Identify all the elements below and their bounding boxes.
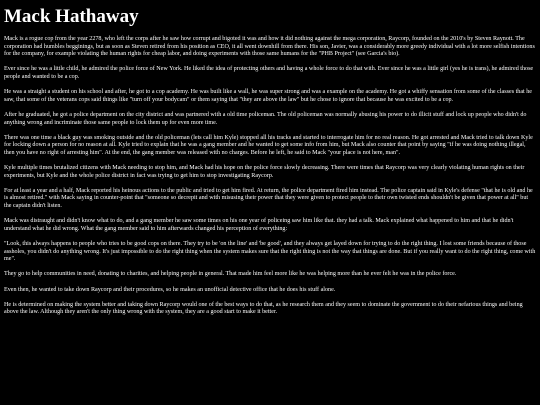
paragraph-academy: He was a straight a student on his school and after, he got to a cop academy. He was built like a wall, he was super strong and was a example on the academy. He got a whiffy sensation from some of the classes that he saw, that some of the veterans cops said things like "turn off your bodycam" or them saying that "they are above the law" but he chose to ignore that because he was excited to be a cop.	[4, 89, 533, 103]
paragraph-determination: He is determined on making the system better and taking down Raycorp would one of the best ways to do that, as he research them and they seem to dominate the government to do their nefarious things and being above the law. Although they aren't the only thing wrong with the system, they are a good start to make it better.	[4, 301, 523, 316]
paragraph-helping: They go to help communities in need, donating to charities, and helping people in general. That made him feel more like he was helping more than he ever felt he was in the police force.	[4, 271, 457, 278]
paragraph-childhood: Ever since he was a little child, he admired the police force of New York. He liked the idea of protecting others and having a whole force to do that with. Ever since he was a little girl (yes he is trans), he admired those people and wanted to be a cop.	[4, 66, 534, 80]
page-title: Mack Hathaway	[4, 6, 139, 27]
paragraph-arrest-incident: There was one time a black guy was smoking outside and the old policeman (lets call him Kyle) stopped all his tracks and started to interrogate him for no real reason. He got arrested and Mack tried to talk down Kyle for locking down a person for no reason at all. Kyle tried to explain that he was a gang member and he wanted to get some info from him, but Mack also counter that point by saying "if he was doing nothing illegal, then you have no right of arresting him". At the end, the gang member was released with no charges. Before he left, he said to Mack "your place is not here, man".	[4, 134, 533, 156]
paragraph-gang-member: Mack was distraught and didn't know what to do, and a gang member he saw some times on his one year of policeing saw him like that. they had a talk. Mack explained what happened to him and that he didn't understand what he did wrong. What the gang member said to him afterwards changed his perception of everything:	[4, 218, 514, 232]
paragraph-detective-office: Even then, he wanted to take down Raycorp and their procedures, so he makes an unofficial detective office that he does his stuff alone.	[4, 286, 336, 293]
paragraph-brutality: Kyle multiple times brutalized citizens with Mack needing to stop him, and Mack had his hope on the police force slowly decreasing. There were times that Raycorp was very clearly violating human rights on their experiments, but Kyle and the whole police district in fact was trying to get him to stop investigating Raycorp.	[4, 165, 525, 179]
paragraph-graduation: After he graduated, he got a police department on the city district and was partnered with a old time policeman. The old policeman was normally abusing his power to do illicit stuff and lock up people who didn't do anything wrong and incriminate those same people to lock them up for even more time.	[4, 111, 527, 126]
paragraph-quote: "Look, this always happens to people who tries to be good cops on there. They try to be 'on the line' and 'be good', and they always get layed down for trying to do the right thing. I lost some friends because of those assholes, you didn't do anything wrong. It's just impossible to do the right thing when the system makes sure that the right thing is not the way that things are done. But if you really want to do the right thing, come with me".	[4, 241, 536, 263]
paragraph-intro: Mack is a rogue cop from the year 2278, who left the corps after he saw how corrupt and bigoted it was and how it did nothing against the mega corporation, Raycorp, founded on the 2010's by Steven Raynott. The corporation had humbles begginings, but as soon as Steven retired from his position as CEO, it all went downhill from there. His son, Javier, was a considerably more greedy individual with a lot more selfish intentions for the company, for example violating the human rights for cheap labor, and doing experiments with those same humans for the "PHB Project" (see Garcia's bio).	[4, 36, 535, 58]
paragraph-fired: For at least a year and a half, Mack reported his heinous actions to the public and tried to get him fired. At return, the police department fired him instead. The police captain said in Kyle's defense "that he is old and he is almost retired." with Mack saying in counter-point that "someone so decrepit and with misusing their power that they were given to protect people to their own twisted ends shouldn't be given that power at all" but the captain didn't listen.	[4, 187, 533, 210]
